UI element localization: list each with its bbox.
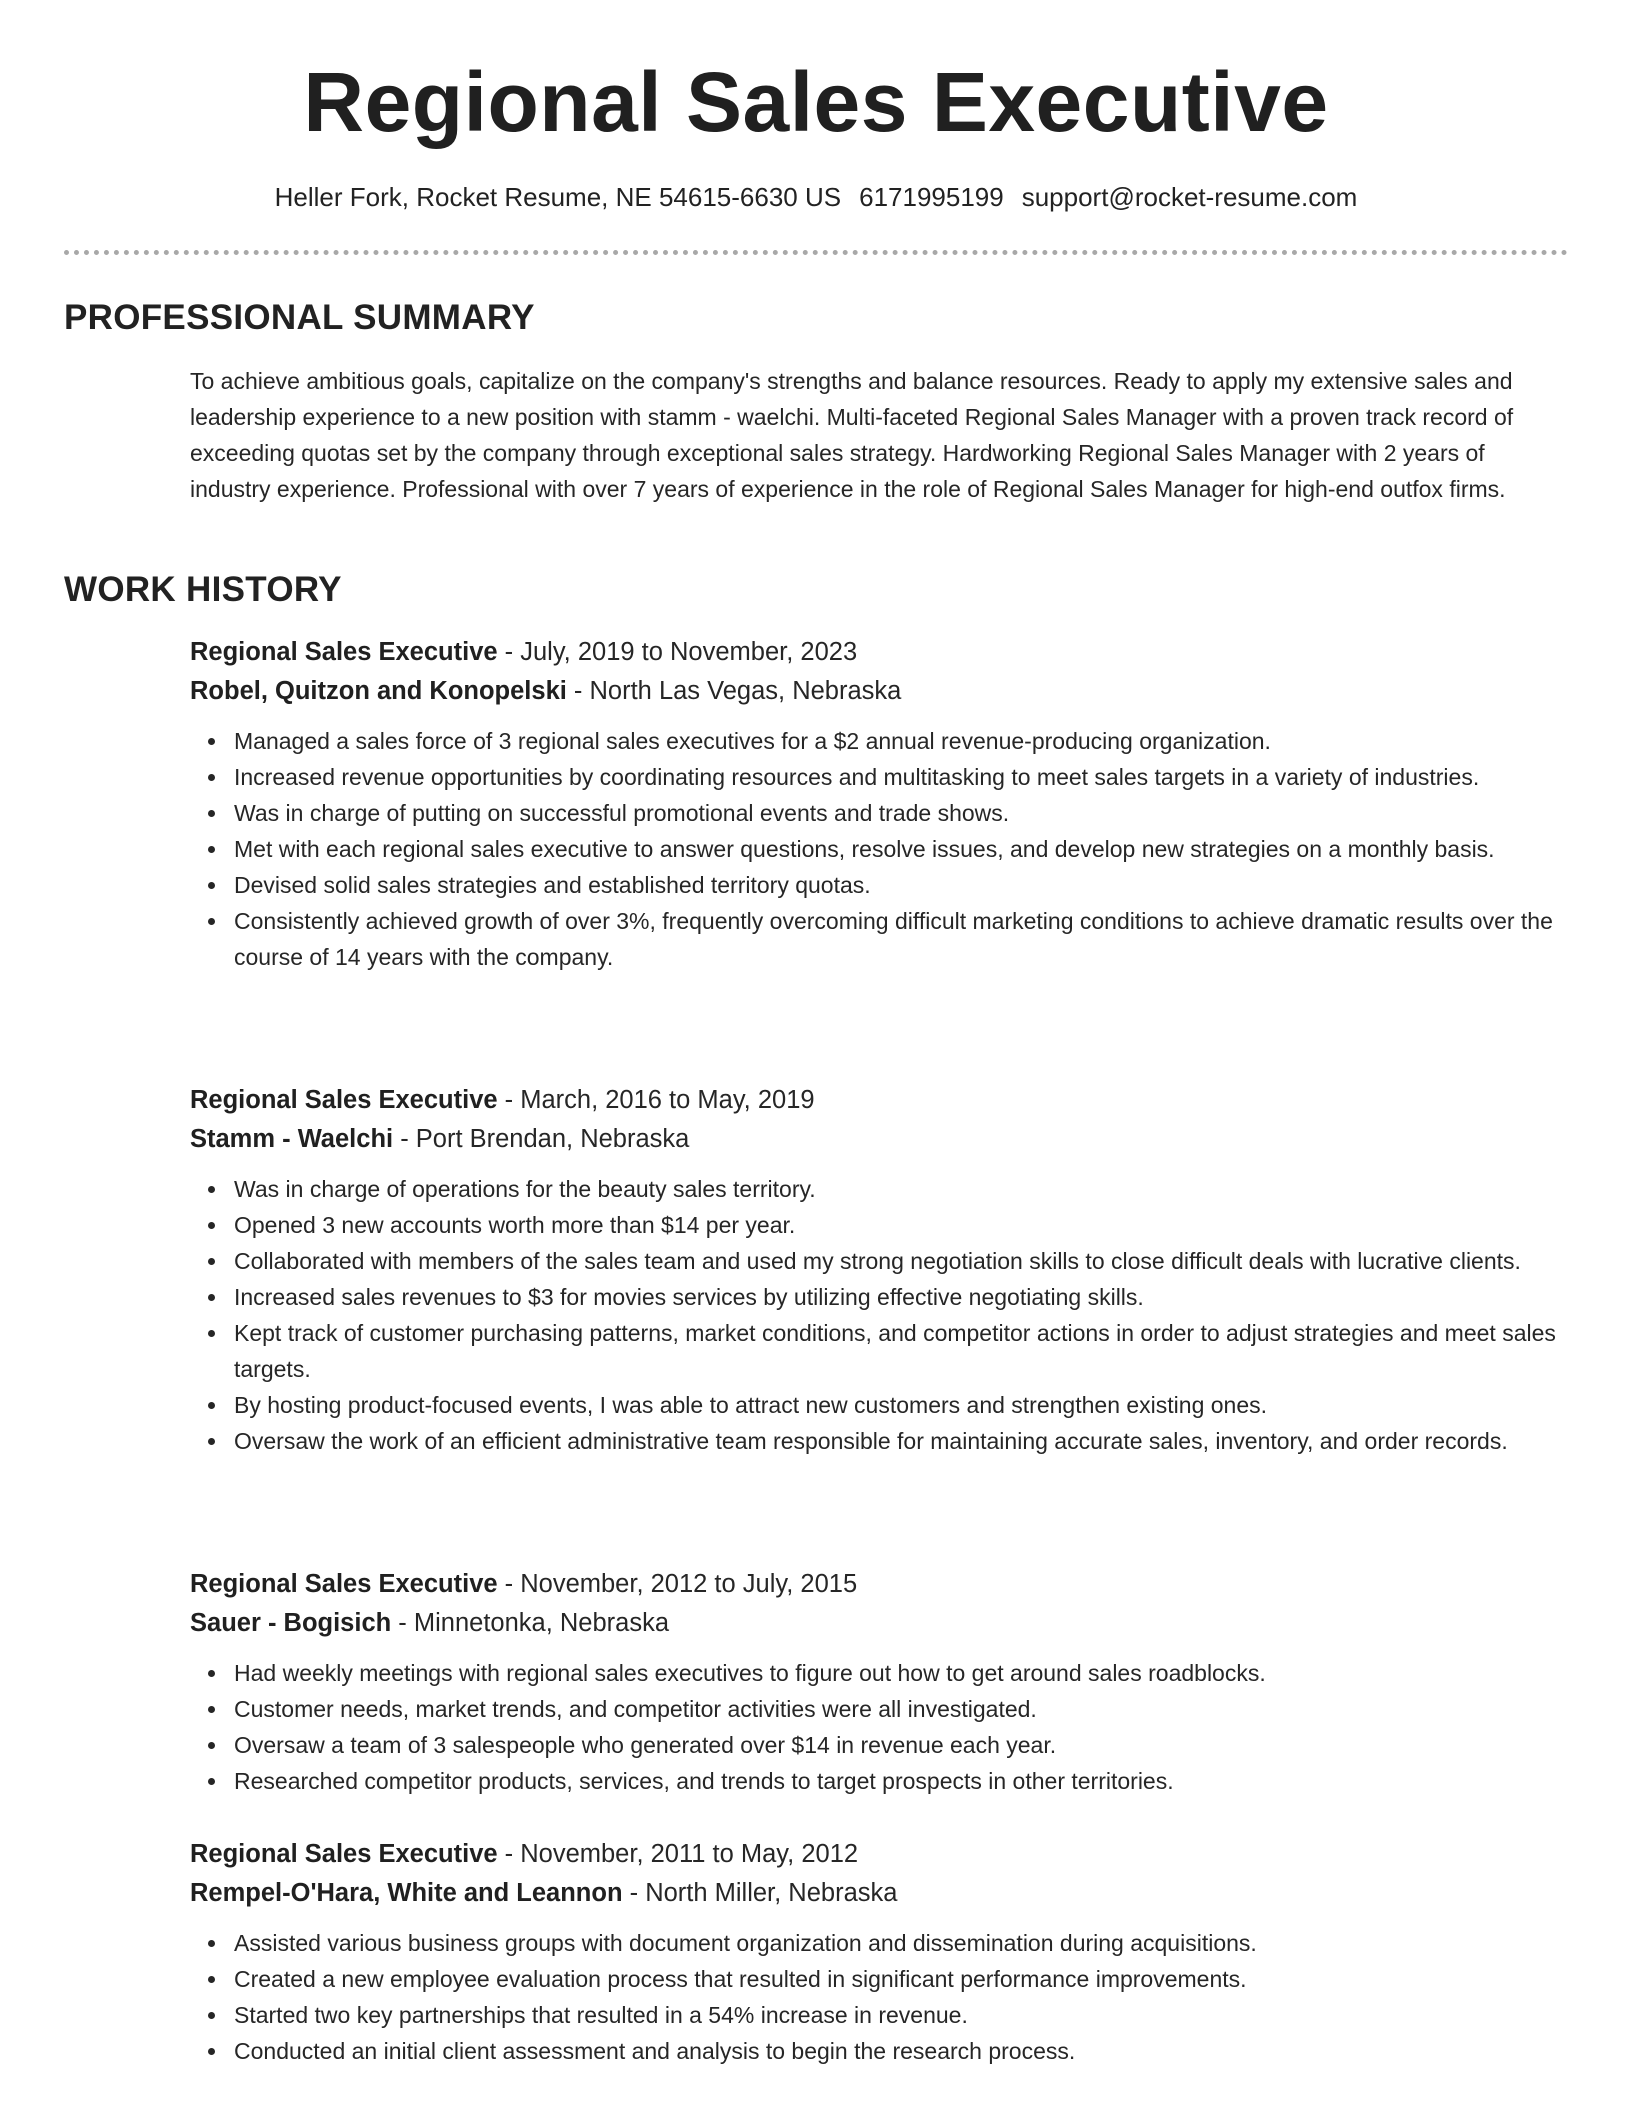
summary-text: To achieve ambitious goals, capitalize on the company's strengths and balance resources. Ready to apply my extensive sales and leadership experience to a new position with stamm - waelchi. Multi-faceted Regional Sales Manager with a proven track record of exceeding quotas set by the company through exceptional sales strategy. Hardworking Regional Sales Manager with 2 years of industry experience. Professional with over 7 years of experience in the role of Regional Sales Manager for high-end outfox firms.: [190, 368, 1514, 502]
job-bullet: Was in charge of operations for the beauty sales territory.: [234, 1171, 1575, 1207]
job-bullet: Was in charge of putting on successful promotional events and trade shows.: [234, 795, 1575, 831]
job-company: Robel, Quitzon and Konopelski: [190, 677, 567, 705]
job-bullet: Started two key partnerships that resulted in a 54% increase in revenue.: [234, 1997, 1575, 2033]
job-bullet: Increased sales revenues to $3 for movies services by utilizing effective negotiating skills.: [234, 1279, 1575, 1315]
job-bullet: Opened 3 new accounts worth more than $14 per year.: [234, 1207, 1575, 1243]
job-location: - Port Brendan, Nebraska: [393, 1125, 690, 1153]
job-entry: [190, 1565, 1575, 1799]
job-entry: [190, 633, 1575, 975]
job-company-line: [190, 1604, 1575, 1643]
job-bullet: Had weekly meetings with regional sales executives to figure out how to get around sales roadblocks.: [234, 1655, 1575, 1691]
summary-heading: PROFESSIONAL SUMMARY: [64, 298, 535, 337]
resume-name: Regional Sales Executive: [303, 55, 1329, 149]
job-company: Rempel-O'Hara, White and Leannon: [190, 1879, 623, 1907]
job-title-line: [190, 1835, 1575, 1874]
job-dates: - March, 2016 to May, 2019: [497, 1086, 815, 1114]
job-bullet: Kept track of customer purchasing patterns, market conditions, and competitor actions in order to adjust strategies and meet sales targets.: [234, 1315, 1575, 1387]
job-bullet: Increased revenue opportunities by coordinating resources and multitasking to meet sales targets in a variety of industries.: [234, 759, 1575, 795]
job-bullet: Customer needs, market trends, and competitor activities were all investigated.: [234, 1691, 1575, 1727]
job-bullet: Assisted various business groups with document organization and dissemination during acquisitions.: [234, 1925, 1575, 1961]
job-entry: [190, 1081, 1575, 1459]
contact-phone: 6171995199: [859, 182, 1004, 212]
job-location: - Minnetonka, Nebraska: [391, 1609, 670, 1637]
job-role: Regional Sales Executive: [190, 638, 498, 666]
job-bullet: By hosting product-focused events, I was able to attract new customers and strengthen existing ones.: [234, 1387, 1575, 1423]
job-bullets: [190, 1655, 1575, 1799]
job-company: Sauer - Bogisich: [190, 1609, 392, 1637]
job-company: Stamm - Waelchi: [190, 1125, 394, 1153]
job-bullets: [190, 1171, 1575, 1459]
job-role: Regional Sales Executive: [190, 1086, 498, 1114]
job-bullet: Consistently achieved growth of over 3%, frequently overcoming difficult marketing conditions to achieve dramatic results over the course of 14 years with the company.: [234, 903, 1575, 975]
job-title-line: [190, 1565, 1575, 1604]
job-bullets: [190, 723, 1575, 975]
job-company-line: [190, 1120, 1575, 1159]
job-bullet: Researched competitor products, services, and trends to target prospects in other territories.: [234, 1763, 1575, 1799]
job-bullets: [190, 1925, 1575, 2069]
job-dates: - November, 2011 to May, 2012: [497, 1840, 859, 1868]
job-company-line: [190, 1874, 1575, 1913]
header-divider: [64, 250, 1568, 255]
contact-line: [0, 180, 1632, 214]
job-location: - North Miller, Nebraska: [622, 1879, 898, 1907]
job-bullet: Managed a sales force of 3 regional sales executives for a $2 annual revenue-producing organization.: [234, 723, 1575, 759]
job-bullet: Devised solid sales strategies and established territory quotas.: [234, 867, 1575, 903]
work-history-heading: WORK HISTORY: [64, 570, 342, 609]
job-role: Regional Sales Executive: [190, 1840, 498, 1868]
job-bullet: Conducted an initial client assessment and analysis to begin the research process.: [234, 2033, 1575, 2069]
job-bullet: Collaborated with members of the sales team and used my strong negotiation skills to close difficult deals with lucrative clients.: [234, 1243, 1575, 1279]
job-bullet: Oversaw the work of an efficient administrative team responsible for maintaining accurate sales, inventory, and order records.: [234, 1423, 1575, 1459]
job-location: - North Las Vegas, Nebraska: [566, 677, 902, 705]
job-bullet: Created a new employee evaluation process that resulted in significant performance improvements.: [234, 1961, 1575, 1997]
contact-address: Heller Fork, Rocket Resume, NE 54615-6630 US: [274, 182, 842, 212]
job-bullet: Oversaw a team of 3 salespeople who generated over $14 in revenue each year.: [234, 1727, 1575, 1763]
contact-email: support@rocket-resume.com: [1021, 182, 1358, 212]
job-title-line: [190, 633, 1575, 672]
job-entry: [190, 1835, 1575, 2069]
job-dates: - July, 2019 to November, 2023: [497, 638, 858, 666]
job-role: Regional Sales Executive: [190, 1570, 498, 1598]
job-bullet: Met with each regional sales executive to answer questions, resolve issues, and develop new strategies on a monthly basis.: [234, 831, 1575, 867]
job-company-line: [190, 672, 1575, 711]
job-title-line: [190, 1081, 1575, 1120]
job-dates: - November, 2012 to July, 2015: [497, 1570, 858, 1598]
